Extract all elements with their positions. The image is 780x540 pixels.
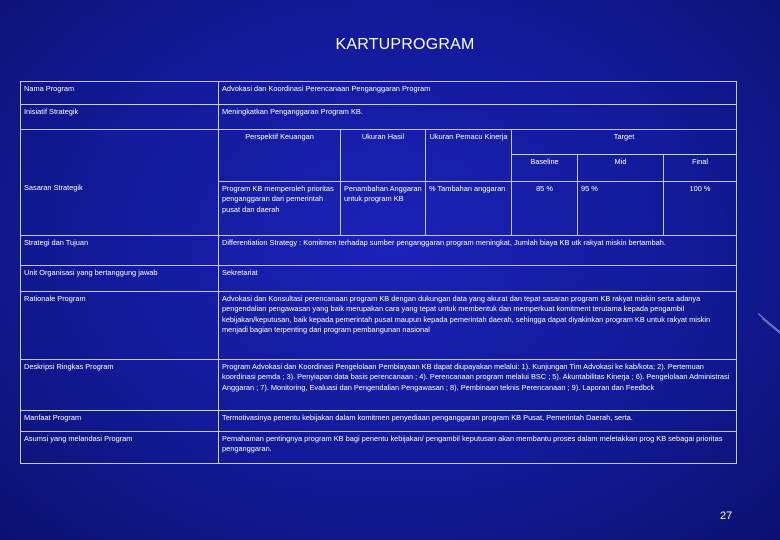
header-ukuran-hasil: Ukuran Hasil: [341, 130, 426, 182]
value-ukuran-hasil: Penambahan Anggaran untuk program KB: [341, 182, 426, 236]
row-inisiatif: [21, 105, 737, 130]
row-nama-program: [21, 82, 737, 105]
value-inisiatif: Meningkatkan Penganggaran Program KB.: [219, 105, 737, 130]
page-title: KARTUPROGRAM: [335, 36, 475, 53]
value-final: 100 %: [664, 182, 737, 236]
header-perspektif: Perspektif Keuangan: [219, 130, 341, 182]
value-manfaat: Termotivasinya penentu kebijakan dalam komitmen penyediaan penganggaran program KB Pusat, Pemerintah Daerah, serta.: [219, 411, 737, 432]
row-strategi: [21, 236, 737, 266]
row-asumsi: [21, 432, 737, 464]
row-rationale: [21, 292, 737, 360]
label-strategi: Strategi dan Tujuan: [21, 236, 219, 266]
value-baseline: 85 %: [512, 182, 578, 236]
label-deskripsi: Deskripsi Ringkas Program: [21, 360, 219, 411]
header-ukuran-pemacu: Ukuran Pemacu Kinerja: [426, 130, 512, 182]
label-rationale: Rationale Program: [21, 292, 219, 360]
program-card-table: [20, 81, 737, 464]
header-final: Final: [664, 155, 737, 182]
value-nama-program: Advokasi dan Koordinasi Perencanaan Penganggaran Program: [219, 82, 737, 105]
value-perspektif: Program KB memperoleh prioritas penganggaran dari pemerintah pusat dan daerah: [219, 182, 341, 236]
value-ukuran-pemacu: % Tambahan anggaran: [426, 182, 512, 236]
header-target: Target: [512, 130, 737, 155]
value-deskripsi: Program Advokasi dan Koordinasi Pengelolaan Pembiayaan KB dapat diupayakan melalui: 1). Kunjungan Tim Advokasi ke kab/kota; 2). Pertemuan koordinasi pemda ; 3). Penyiapan data basis perencanaan ; 4). Perencanaan program melalui BSC ; 5). Akuntabilitas Kinerja ; 6). Pengelolaan Administrasi Anggaran ; 7). Monitoring, Evaluasi dan Pengendalian Pengawasan ; 8). Pembinaan teknis Perencanaan ; 9). Laporan dan Feedbck: [219, 360, 737, 411]
decorative-line-2: [762, 318, 780, 334]
label-manfaat: Manfaat Program: [21, 411, 219, 432]
value-asumsi: Pemahaman pentingnya program KB bagi penentu kebijakan/ pengambil keputusan akan membantu proses dalam meletakkan prog KB sebagai prioritas penganggaran.: [219, 432, 737, 464]
header-mid: Mid: [578, 155, 664, 182]
value-mid: 95 %: [578, 182, 664, 236]
row-deskripsi: [21, 360, 737, 411]
label-unit: Unit Organisasi yang bertanggung jawab: [21, 266, 219, 292]
value-unit: Sekretariat: [219, 266, 737, 292]
header-baseline: Baseline: [512, 155, 578, 182]
label-inisiatif: Inisiatif Strategik: [21, 105, 219, 130]
page-number: 27: [720, 510, 733, 522]
label-asumsi: Asumsi yang melandasi Program: [21, 432, 219, 464]
label-sasaran: Sasaran Strategik: [21, 130, 219, 236]
row-sasaran-header: [21, 130, 737, 155]
row-manfaat: [21, 411, 737, 432]
value-rationale: Advokasi dan Konsultasi perencanaan program KB dengan dukungan data yang akurat dan tepat sasaran program KB rakyat miskin serta adanya pengendalian pengawasan yang baik merupakan cara yang tepat untuk membentuk dan memperkuat komitment terutama kepada pengambil kebijakan/keputusan, baik kepada pemerintah pusat maupun kepada pemerintah daerah, sehingga dapat diyakinkan program KB untuk rakyat miskin menjadi bagian terpenting dari program pembangunan nasional: [219, 292, 737, 360]
row-unit: [21, 266, 737, 292]
label-nama-program: Nama Program: [21, 82, 219, 105]
value-strategi: Differentiation Strategy : Komitmen terhadap sumber penganggaran program meningkat, Jumlah biaya KB utk rakyat miskin bertambah.: [219, 236, 737, 266]
